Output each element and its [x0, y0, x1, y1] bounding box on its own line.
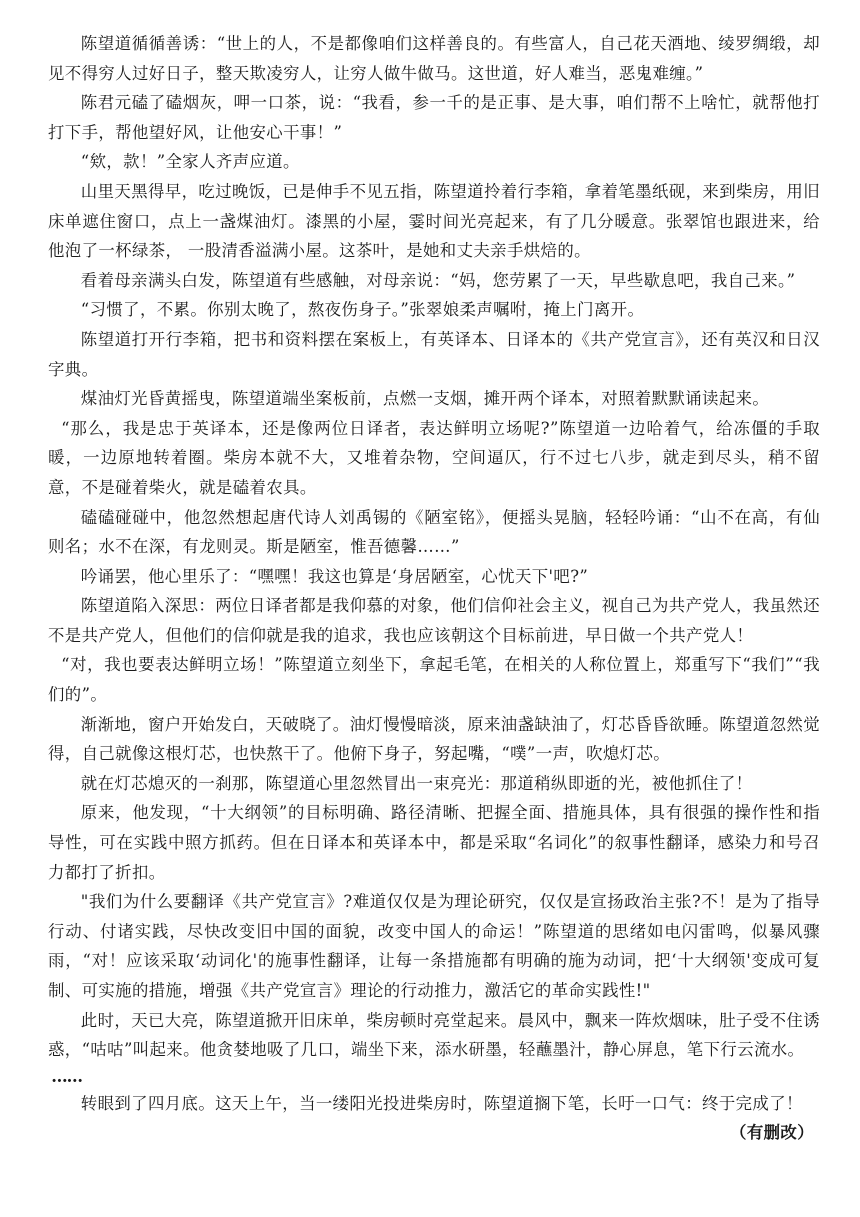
paragraph: “习惯了，不累。你别太晚了，熬夜伤身子。”张翠娘柔声嘱咐，掩上门离开。	[80, 300, 645, 320]
paragraph: 陈望道打开行李箱，把书和资料摆在案板上，有英译本、日译本的《共产党宣言》，还有英汉和日汉字典。	[48, 329, 820, 379]
ellipsis-separator: ……	[51, 1066, 83, 1086]
paragraph: 煤油灯光昏黄摇曳，陈望道端坐案板前，点燃一支烟，摊开两个译本，对照着默默诵读起来。	[80, 389, 770, 409]
paragraph: 吟诵罢，他心里乐了：“嘿嘿！我这也算是‘身居陋室，心忧天下'吧?”	[80, 566, 589, 586]
paragraph: “对，我也要表达鲜明立场！”陈望道立刻坐下，拿起毛笔，在相关的人称位置上，郑重写下“我们”“我们的”。	[48, 655, 820, 705]
paragraph: 原来，他发现，“十大纲领”的目标明确、路径清晰、把握全面、措施具体，具有很强的操作性和指导性，可在实践中照方抓药。但在日译本和英译本中，都是采取“名词化”的叙事性翻译，感染力和号召力都打了折扣。	[48, 803, 820, 882]
paragraph: “欸，款！”全家人齐声应道。	[80, 152, 300, 172]
article-body	[48, 29, 820, 1148]
paragraph: 此时，天已大亮，陈望道掀开旧床单，柴房顿时亮堂起来。晨风中，飘来一阵炊烟味，肚子受不住诱惑，“咕咕”叫起来。他贪婪地吸了几口，端坐下来，添水研墨，轻蘸墨汁，静心屏息，笔下行云流水。	[48, 1010, 820, 1060]
paragraph: 山里天黑得早，吃过晚饭，已是伸手不见五指，陈望道拎着行李箱，拿着笔墨纸砚，来到柴房，用旧床单遮住窗口，点上一盏煤油灯。漆黑的小屋，霎时间光亮起来，有了几分暖意。张翠馆也跟进来，给他泡了一杯绿茶， 一股清香溢满小屋。这茶叶，是她和丈夫亲手烘焙的。	[48, 181, 820, 261]
closing-paragraph: 转眼到了四月底。这天上午，当一缕阳光投进柴房时，陈望道搁下笔，长吁一口气：终于完成了！	[80, 1093, 803, 1113]
paragraph: "我们为什么要翻译《共产党宣言》?难道仅仅是为理论研究，仅仅是宣扬政治主张?不！是为了指导行动、付诸实践，尽快改变旧中国的面貌，改变中国人的命运！”陈望道的思绪如电闪雷鸣，似暴风骤雨，“对！应该采取‘动词化'的施事性翻译，让每一条措施都有明确的施为动词，把‘十大纲领'变成可复制、可实施的措施，增强《共产党宣言》理论的行动推力，激活它的革命实践性!"	[48, 892, 820, 1000]
paragraph: 看着母亲满头白发，陈望道有些感触，对母亲说：“妈，您劳累了一天，早些歇息吧，我自己来。”	[80, 270, 796, 290]
paragraph: 陈君元磕了磕烟灰，呷一口茶，说：“我看，参一千的是正事、是大事，咱们帮不上啥忙，就帮他打打下手，帮他望好风，让他安心干事！”	[48, 93, 820, 142]
paragraph: 渐渐地，窗户开始发白，天破晓了。油灯慢慢暗淡，原来油盏缺油了，灯芯昏昏欲睡。陈望道忽然觉得，自己就像这根灯芯，也快熬干了。他俯下身子，努起嘴，“噗”一声，吹熄灯芯。	[48, 714, 820, 764]
paragraph: “那么，我是忠于英译本，还是像两位日译者，表达鲜明立场呢?”陈望道一边哈着气，给冻僵的手取暖，一边原地转着圈。柴房本就不大，又堆着杂物，空间逼仄，行不过七八步，就走到尽头，稍不留意，不是碰着柴火，就是磕着农具。	[48, 418, 820, 497]
paragraph: 磕磕碰碰中，他忽然想起唐代诗人刘禹锡的《陋室铭》，便摇头晃脑，轻轻吟诵：“山不在高，有仙则名；水不在深，有龙则灵。斯是陋室，惟吾德馨……”	[48, 507, 820, 557]
source-note: （有删改）	[730, 1123, 814, 1143]
paragraph: 陈望道循循善诱：“世上的人，不是都像咱们这样善良的。有些富人，自己花天酒地、绫罗绸缎，却见不得穷人过好日子，整天欺凌穷人，让穷人做牛做马。这世道，好人难当，恶鬼难缠。”	[48, 34, 820, 83]
paragraph: 陈望道陷入深思：两位日译者都是我仰慕的对象，他们信仰社会主义，视自己为共产党人，我虽然还不是共产党人，但他们的信仰就是我的追求，我也应该朝这个目标前进，早日做一个共产党人！	[48, 596, 820, 645]
paragraph: 就在灯芯熄灭的一刹那，陈望道心里忽然冒出一束亮光：那道稍纵即逝的光，被他抓住了！	[80, 773, 753, 793]
